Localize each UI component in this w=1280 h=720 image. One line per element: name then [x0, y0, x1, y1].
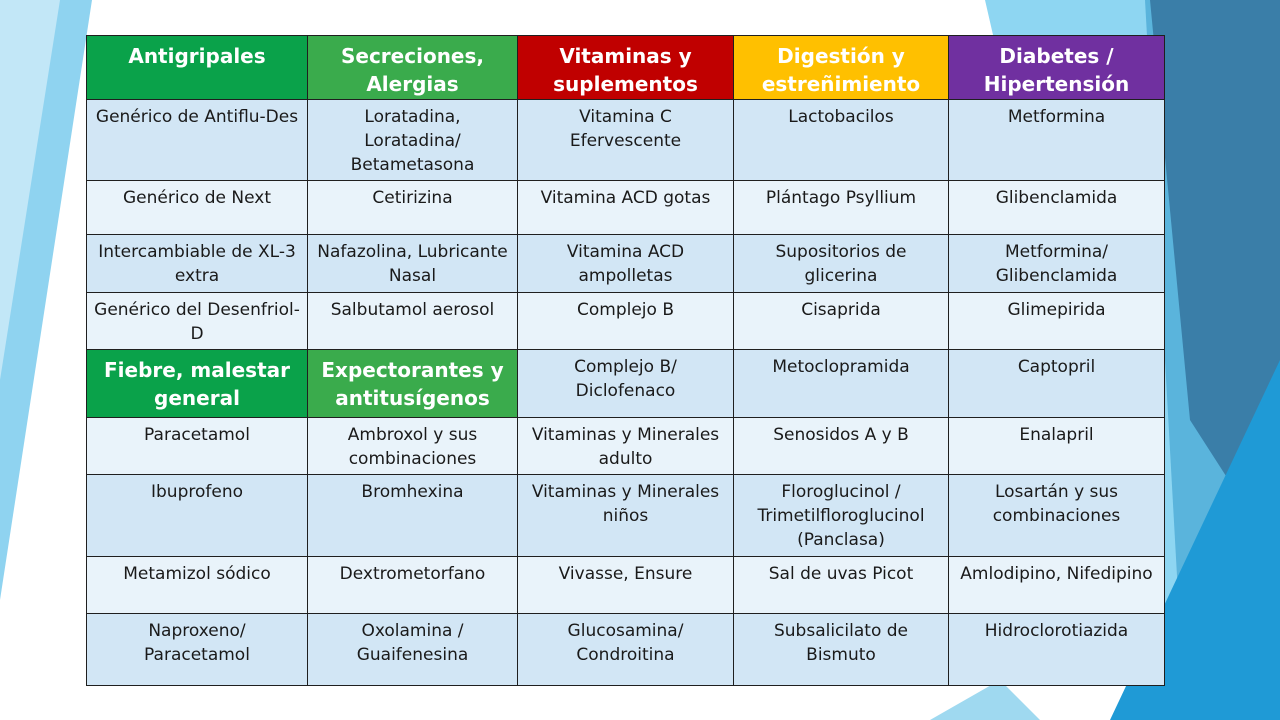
table-row [87, 557, 1165, 614]
table-cell: Genérico de Next [87, 181, 308, 235]
header-digestion: Digestión y estreñimiento [734, 36, 949, 100]
header-expectorantes: Expectorantes y antitusígenos [308, 350, 518, 418]
table-cell: Vitaminas y Minerales niños [518, 475, 734, 557]
table-cell: Metformina/ Glibenclamida [949, 235, 1165, 293]
header-fiebre-malestar: Fiebre, malestar general [87, 350, 308, 418]
table-row [87, 614, 1165, 686]
table-cell: Genérico de Antiflu-Des [87, 100, 308, 181]
table-cell: Captopril [949, 350, 1165, 418]
table-cell: Metoclopramida [734, 350, 949, 418]
table-cell: Vitamina ACD gotas [518, 181, 734, 235]
table-cell: Bromhexina [308, 475, 518, 557]
table-cell: Hidroclorotiazida [949, 614, 1165, 686]
table-cell: Cetirizina [308, 181, 518, 235]
table-cell: Metformina [949, 100, 1165, 181]
header-vitaminas-suplementos: Vitaminas y suplementos [518, 36, 734, 100]
table-cell: Sal de uvas Picot [734, 557, 949, 614]
table-cell: Paracetamol [87, 418, 308, 475]
table-cell: Vitamina C Efervescente [518, 100, 734, 181]
table-cell: Salbutamol aerosol [308, 293, 518, 350]
table-row [87, 293, 1165, 350]
table-cell: Vivasse, Ensure [518, 557, 734, 614]
table-cell: Cisaprida [734, 293, 949, 350]
table-cell: Supositorios de glicerina [734, 235, 949, 293]
table-cell: Vitaminas y Minerales adulto [518, 418, 734, 475]
table-cell: Amlodipino, Nifedipino [949, 557, 1165, 614]
table-cell: Enalapril [949, 418, 1165, 475]
table-row [87, 350, 1165, 418]
table-cell: Nafazolina, Lubricante Nasal [308, 235, 518, 293]
table-cell: Losartán y sus combinaciones [949, 475, 1165, 557]
table-cell: Floroglucinol / Trimetilfloroglucinol (Panclasa) [734, 475, 949, 557]
bottom-bg-shape [930, 680, 1040, 720]
table-cell: Intercambiable de XL-3 extra [87, 235, 308, 293]
table-cell: Oxolamina / Guaifenesina [308, 614, 518, 686]
table-cell: Ibuprofeno [87, 475, 308, 557]
header-row [87, 36, 1165, 100]
table-cell: Loratadina, Loratadina/ Betametasona [308, 100, 518, 181]
table-cell: Dextrometorfano [308, 557, 518, 614]
table-cell: Ambroxol y sus combinaciones [308, 418, 518, 475]
table-row [87, 100, 1165, 181]
table-row [87, 418, 1165, 475]
header-antigripales: Antigripales [87, 36, 308, 100]
table-cell: Glucosamina/ Condroitina [518, 614, 734, 686]
table-cell: Genérico del Desenfriol-D [87, 293, 308, 350]
table-cell: Metamizol sódico [87, 557, 308, 614]
table-cell: Glimepirida [949, 293, 1165, 350]
table-cell: Plántago Psyllium [734, 181, 949, 235]
header-diabetes-hipertension: Diabetes / Hipertensión [949, 36, 1165, 100]
table-row [87, 181, 1165, 235]
table-row [87, 235, 1165, 293]
medication-table [86, 35, 1165, 686]
table-cell: Senosidos A y B [734, 418, 949, 475]
table-cell: Naproxeno/ Paracetamol [87, 614, 308, 686]
header-secreciones-alergias: Secreciones, Alergias [308, 36, 518, 100]
table-row [87, 475, 1165, 557]
table-cell: Lactobacilos [734, 100, 949, 181]
table-cell: Vitamina ACD ampolletas [518, 235, 734, 293]
table-cell: Complejo B [518, 293, 734, 350]
table-cell: Subsalicilato de Bismuto [734, 614, 949, 686]
table-cell: Glibenclamida [949, 181, 1165, 235]
table-cell: Complejo B/ Diclofenaco [518, 350, 734, 418]
